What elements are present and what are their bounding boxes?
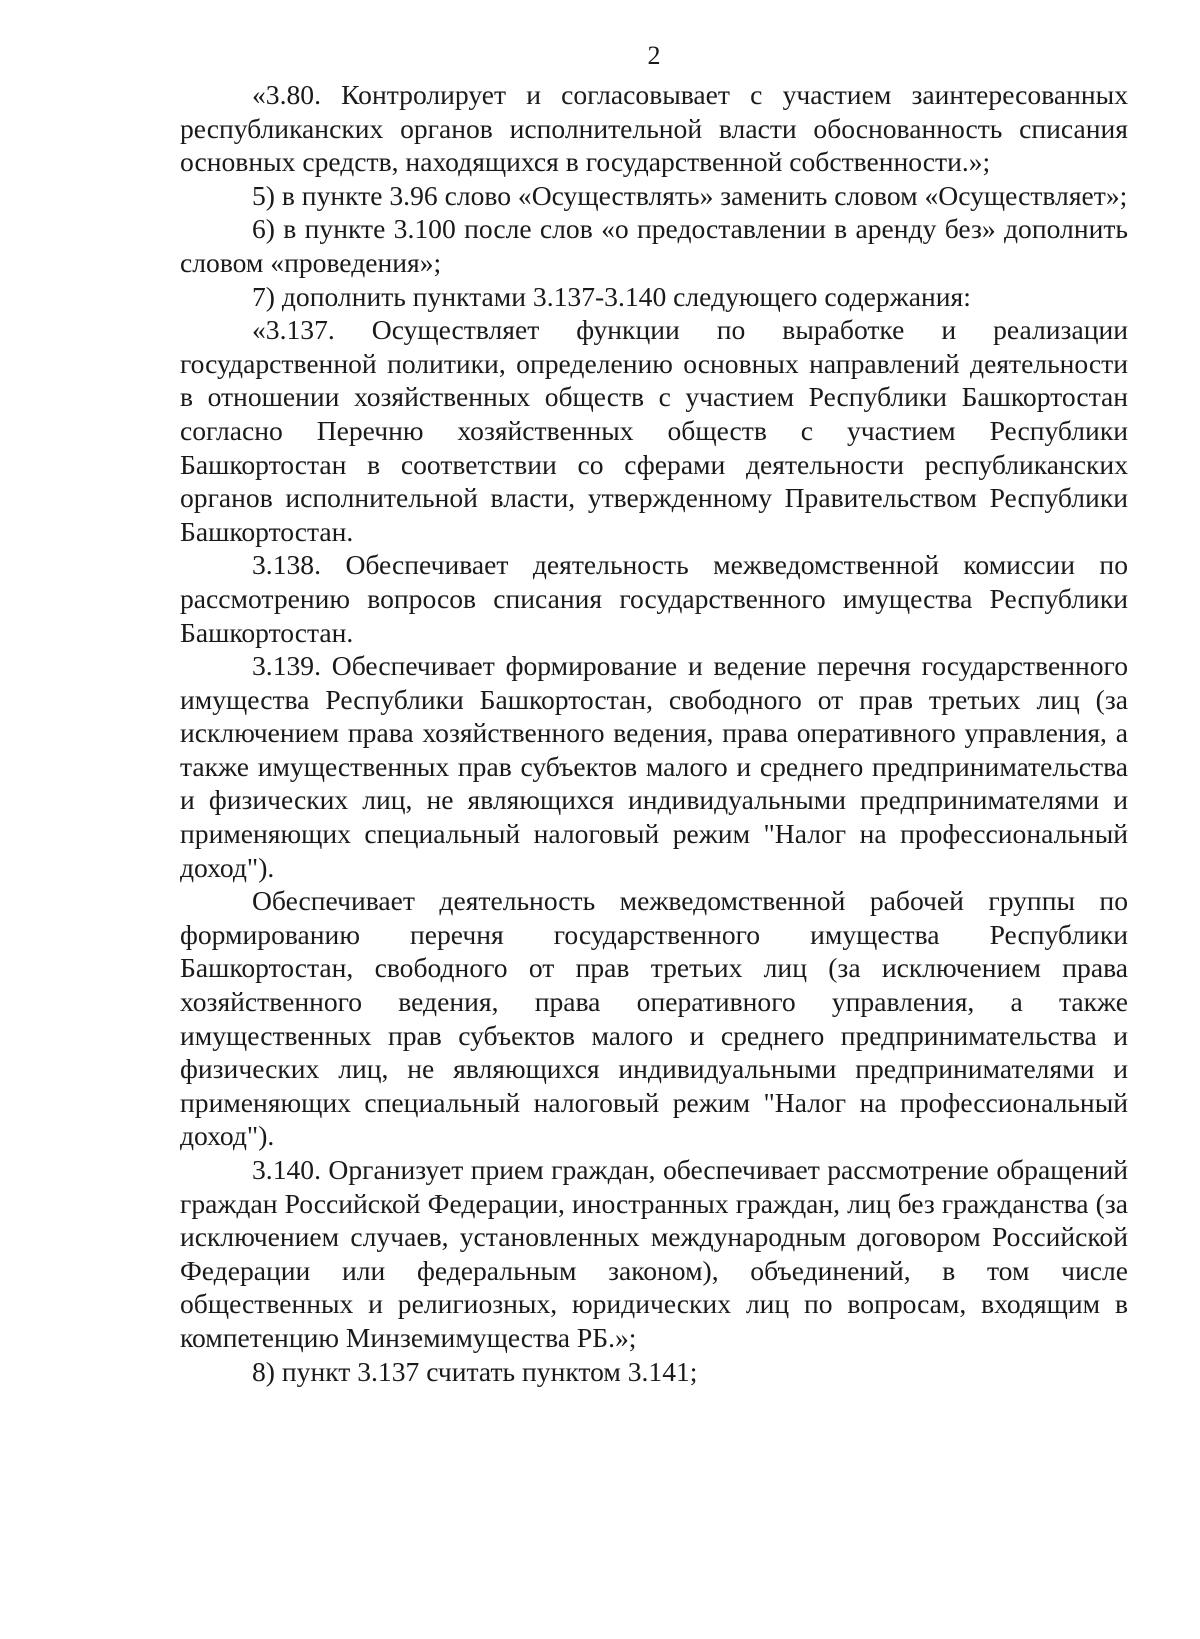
paragraph-3-80: «3.80. Контролирует и согласовывает с участием заинтересованных республиканских органов исполнительной власти обоснованность списания основных средств, находящихся в государственной собственности.»;	[180, 79, 1128, 178]
paragraph-3-138: 3.138. Обеспечивает деятельность межведомственной комиссии по рассмотрению вопросов списания государственного имущества Республики Башкортостан.	[180, 549, 1128, 648]
paragraph-item-7: 7) дополнить пунктами 3.137-3.140 следующего содержания:	[252, 280, 971, 312]
paragraph-item-6: 6) в пункте 3.100 после слов «о предоставлении в аренду без» дополнить словом «проведения»;	[180, 213, 1128, 278]
paragraph-3-139: 3.139. Обеспечивает формирование и ведение перечня государственного имущества Республики Башкортостан, свободного от прав третьих лиц (за исключением права хозяйственного ведения, права оперативного управления, а также имущественных прав субъектов малого и среднего предпринимательства и физических лиц, не являющихся индивидуальными предпринимателями и применяющих специальный налоговый режим "Налог на профессиональный доход").	[180, 650, 1128, 883]
page-number: 2	[647, 41, 661, 70]
paragraph-item-8: 8) пункт 3.137 считать пунктом 3.141;	[252, 1355, 698, 1387]
paragraph-3-139-continued: Обеспечивает деятельность межведомственной рабочей группы по формированию перечня государственного имущества Республики Башкортостан, свободного от прав третьих лиц (за исключением права хозяйственного ведения, права оперативного управления, а также имущественных прав субъектов малого и среднего предпринимательства и физических лиц, не являющихся индивидуальными предпринимателями и применяющих специальный налоговый режим "Налог на профессиональный доход").	[180, 885, 1128, 1152]
document-page	[180, 40, 1128, 1388]
paragraph-3-137: «3.137. Осуществляет функции по выработке и реализации государственной политики, определению основных направлений деятельности в отношении хозяйственных обществ с участием Республики Башкортостан согласно Перечню хозяйственных обществ с участием Республики Башкортостан в соответствии со сферами деятельности республиканских органов исполнительной власти, утвержденному Правительством Республики Башкортостан.	[180, 314, 1128, 547]
paragraph-item-5: 5) в пункте 3.96 слово «Осуществлять» заменить словом «Осуществляет»;	[252, 179, 1128, 211]
paragraph-3-140: 3.140. Организует прием граждан, обеспечивает рассмотрение обращений граждан Российской Федерации, иностранных граждан, лиц без гражданства (за исключением случаев, установленных международным договором Российской Федерации или федеральным законом), объединений, в том числе общественных и религиозных, юридических лиц по вопросам, входящим в компетенцию Минземимущества РБ.»;	[180, 1154, 1128, 1353]
